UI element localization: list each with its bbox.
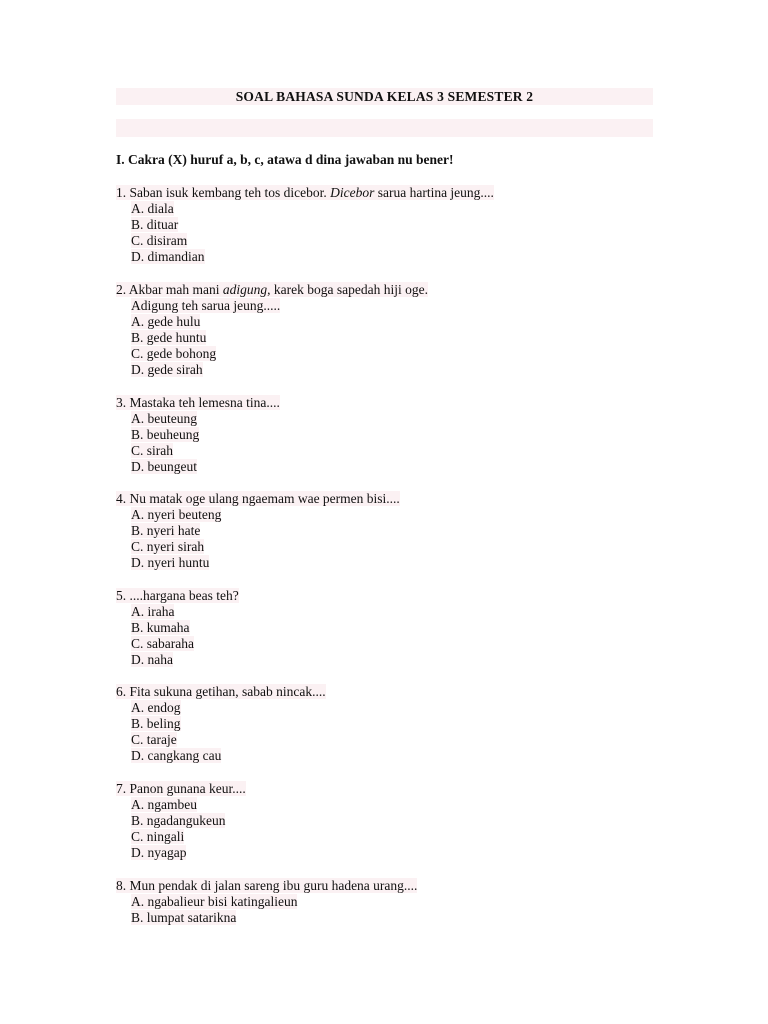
answer-option-label: A. nyeri beuteng	[131, 507, 222, 523]
question-keyword: adigung	[222, 282, 268, 297]
question-text-after: sarua hartina jeung....	[374, 185, 494, 200]
answer-option-label: D. nyeri huntu	[131, 555, 210, 571]
question-number: 8.	[116, 878, 127, 893]
question-number: 6.	[116, 684, 127, 699]
answer-option-label: D. nyagap	[131, 845, 187, 861]
question-item	[116, 185, 494, 265]
answer-option-label: C. sabaraha	[131, 636, 194, 652]
answer-option[interactable]	[116, 330, 428, 346]
answer-option[interactable]	[116, 732, 326, 748]
question-text-line2-label: Adigung teh sarua jeung.....	[131, 298, 281, 314]
question-item	[116, 781, 246, 861]
question-text-highlight	[116, 684, 326, 699]
answer-option[interactable]	[116, 233, 494, 249]
answer-option[interactable]	[116, 797, 246, 813]
answer-option-label: B. nyeri hate	[131, 523, 201, 539]
answer-option-label: D. beungeut	[131, 459, 197, 475]
answer-option-label: A. diala	[131, 201, 174, 217]
question-text-highlight	[116, 282, 428, 297]
answer-option[interactable]	[116, 604, 239, 620]
answer-option-label: B. ngadangukeun	[131, 813, 226, 829]
question-text-before: ....hargana beas teh?	[129, 588, 239, 603]
blank-band	[116, 119, 653, 137]
answer-option[interactable]	[116, 829, 246, 845]
question-text-highlight	[116, 878, 417, 893]
question-text-highlight	[116, 781, 246, 796]
answer-option-label: A. ngabalieur bisi katingalieun	[131, 894, 298, 910]
question-item	[116, 878, 417, 926]
answer-option[interactable]	[116, 555, 400, 571]
question-number: 5.	[116, 588, 127, 603]
question-text-before: Akbar mah mani	[128, 282, 223, 297]
answer-option[interactable]	[116, 636, 239, 652]
answer-option[interactable]	[116, 539, 400, 555]
question-item	[116, 282, 428, 379]
question-text	[116, 491, 400, 507]
question-text	[116, 588, 239, 604]
answer-option[interactable]	[116, 217, 494, 233]
question-text-highlight	[116, 185, 494, 200]
question-text	[116, 878, 417, 894]
answer-option-label: B. lumpat satarikna	[131, 910, 237, 926]
question-text	[116, 395, 280, 411]
answer-option[interactable]	[116, 652, 239, 668]
answer-option-label: B. beuheung	[131, 427, 200, 443]
answer-option-label: C. taraje	[131, 732, 177, 748]
answer-option[interactable]	[116, 507, 400, 523]
answer-option[interactable]	[116, 249, 494, 265]
question-item	[116, 684, 326, 764]
answer-option[interactable]	[116, 700, 326, 716]
instruction: I. Cakra (X) huruf a, b, c, atawa d dina jawaban nu bener!	[116, 152, 454, 167]
question-text	[116, 781, 246, 797]
answer-option-label: A. gede hulu	[131, 314, 201, 330]
question-item	[116, 588, 239, 668]
question-text-after: , karek boga sapedah hiji oge.	[267, 282, 428, 297]
answer-option[interactable]	[116, 346, 428, 362]
answer-option[interactable]	[116, 894, 417, 910]
answer-option-label: D. dimandian	[131, 249, 205, 265]
answer-option[interactable]	[116, 910, 417, 926]
answer-option[interactable]	[116, 314, 428, 330]
question-keyword: Dicebor	[330, 185, 375, 200]
answer-option-label: C. disiram	[131, 233, 188, 249]
answer-option-label: A. iraha	[131, 604, 175, 620]
question-text-before: Mun pendak di jalan sareng ibu guru hadena urang....	[129, 878, 418, 893]
answer-option[interactable]	[116, 201, 494, 217]
answer-option[interactable]	[116, 411, 280, 427]
answer-option-label: C. sirah	[131, 443, 173, 459]
answer-option[interactable]	[116, 523, 400, 539]
answer-option[interactable]	[116, 716, 326, 732]
answer-option-label: C. ningali	[131, 829, 185, 845]
answer-option[interactable]	[116, 362, 428, 378]
answer-option-label: B. beling	[131, 716, 181, 732]
question-text-line2	[116, 298, 428, 314]
answer-option-label: B. gede huntu	[131, 330, 207, 346]
answer-option[interactable]	[116, 427, 280, 443]
question-item	[116, 491, 400, 571]
question-number: 3.	[116, 395, 127, 410]
answer-option-label: B. kumaha	[131, 620, 190, 636]
answer-option-label: D. cangkang cau	[131, 748, 222, 764]
answer-option[interactable]	[116, 443, 280, 459]
question-text-highlight	[116, 491, 400, 506]
question-text-before: Mastaka teh lemesna tina....	[129, 395, 280, 410]
question-text-before: Nu matak oge ulang ngaemam wae permen bisi....	[129, 491, 400, 506]
question-text-before: Panon gunana keur....	[129, 781, 246, 796]
question-text	[116, 282, 428, 298]
question-number: 1.	[116, 185, 127, 200]
question-text	[116, 185, 494, 201]
answer-option-label: A. beuteung	[131, 411, 197, 427]
answer-option-label: B. dituar	[131, 217, 179, 233]
page-title: SOAL BAHASA SUNDA KELAS 3 SEMESTER 2	[235, 89, 534, 104]
answer-option[interactable]	[116, 620, 239, 636]
answer-option[interactable]	[116, 813, 246, 829]
answer-option-label: D. gede sirah	[131, 362, 203, 378]
question-number: 2.	[116, 282, 127, 297]
question-text-before: Fita sukuna getihan, sabab nincak....	[129, 684, 326, 699]
answer-option-label: A. endog	[131, 700, 181, 716]
answer-option-label: C. gede bohong	[131, 346, 217, 362]
question-number: 7.	[116, 781, 127, 796]
answer-option[interactable]	[116, 845, 246, 861]
answer-option[interactable]	[116, 459, 280, 475]
answer-option-label: D. naha	[131, 652, 173, 668]
question-number: 4.	[116, 491, 127, 506]
answer-option-label: A. ngambeu	[131, 797, 197, 813]
question-text-highlight	[116, 588, 239, 603]
question-text-before: Saban isuk kembang teh tos dicebor.	[129, 185, 331, 200]
question-text	[116, 684, 326, 700]
answer-option-label: C. nyeri sirah	[131, 539, 205, 555]
question-item	[116, 395, 280, 475]
answer-option[interactable]	[116, 748, 326, 764]
question-text-highlight	[116, 395, 280, 410]
